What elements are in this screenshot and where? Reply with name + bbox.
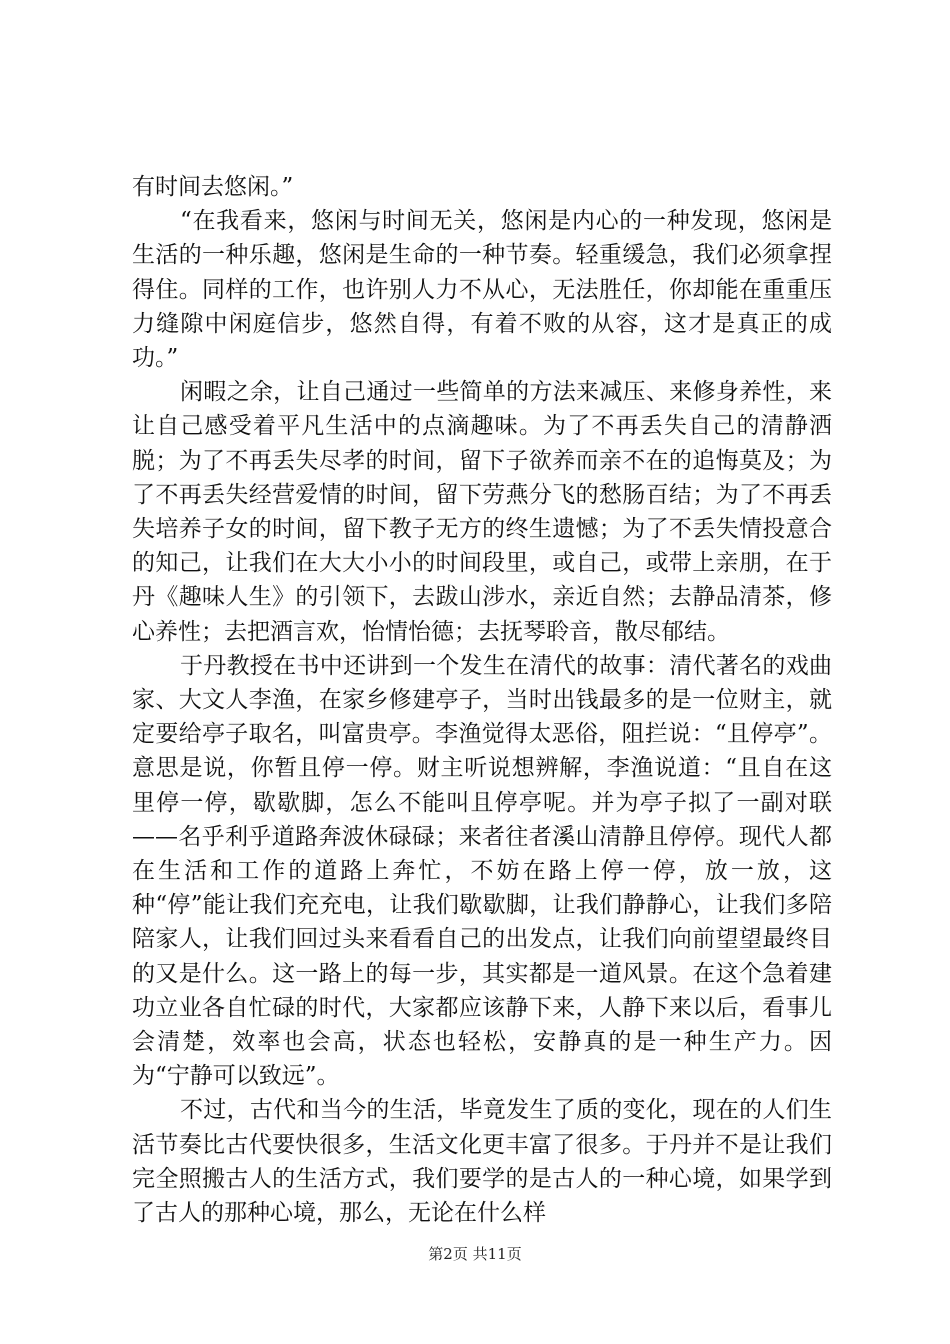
paragraph-5: 不过，古代和当今的生活，毕竟发生了质的变化，现在的人们生活节奏比古代要快很多，生活文化更丰富了很多。于丹并不是让我们完全照搬古人的生活方式，我们要学的是古人的一种心境，如果学到了古人的那种心境，那么，无论在什么样 [132,1097,832,1227]
page-footer: 第2页 共11页 [428,1245,522,1263]
document-body [132,170,832,1230]
paragraph-4: 于丹教授在书中还讲到一个发生在清代的故事：清代著名的戏曲家、大文人李渔，在家乡修建亭子，当时出钱最多的是一位财主，就定要给亭子取名，叫富贵亭。李渔觉得太恶俗，阻拦说：“且停亭”。意思是说，你暂且停一停。财主听说想辨解，李渔说道：“且自在这里停一停，歇歇脚，怎么不能叫且停亭呢。并为亭子拟了一副对联——名乎利乎道路奔波休碌碌；来者往者溪山清静且停停。现代人都在生活和工作的道路上奔忙，不妨在路上停一停，放一放，这种“停”能让我们充充电，让我们歇歇脚，让我们静静心，让我们多陪陪家人，让我们回过头来看看自己的出发点，让我们向前望望最终目的又是什么。这一路上的每一步，其实都是一道风景。在这个急着建功立业各自忙碌的时代，大家都应该静下来，人静下来以后，看事儿会清楚，效率也会高，状态也轻松，安静真的是一种生产力。因为“宁静可以致远”。 [132,652,832,1090]
paragraph-2: “在我看来，悠闲与时间无关，悠闲是内心的一种发现，悠闲是生活的一种乐趣，悠闲是生命的一种节奏。轻重缓急，我们必须拿捏得住。同样的工作，也许别人力不从心，无法胜任，你却能在重重压力缝隙中闲庭信步，悠然自得，有着不败的从容，这才是真正的成功。” [132,208,832,372]
paragraph-3: 闲暇之余，让自己通过一些简单的方法来减压、来修身养性，来让自己感受着平凡生活中的点滴趣味。为了不再丢失自己的清静洒脱；为了不再丢失尽孝的时间，留下子欲养而亲不在的追悔莫及；为了不再丢失经营爱情的时间，留下劳燕分飞的愁肠百结；为了不再丢失培养子女的时间，留下教子无方的终生遗憾；为了不丢失情投意合的知己，让我们在大大小小的时间段里，或自己，或带上亲朋，在于丹《趣味人生》的引领下，去跋山涉水，亲近自然；去静品清茶，修心养性；去把酒言欢，怡情怡德；去抚琴聆音，散尽郁结。 [132,379,832,645]
paragraph-1: 有时间去悠闲。” [132,174,294,200]
